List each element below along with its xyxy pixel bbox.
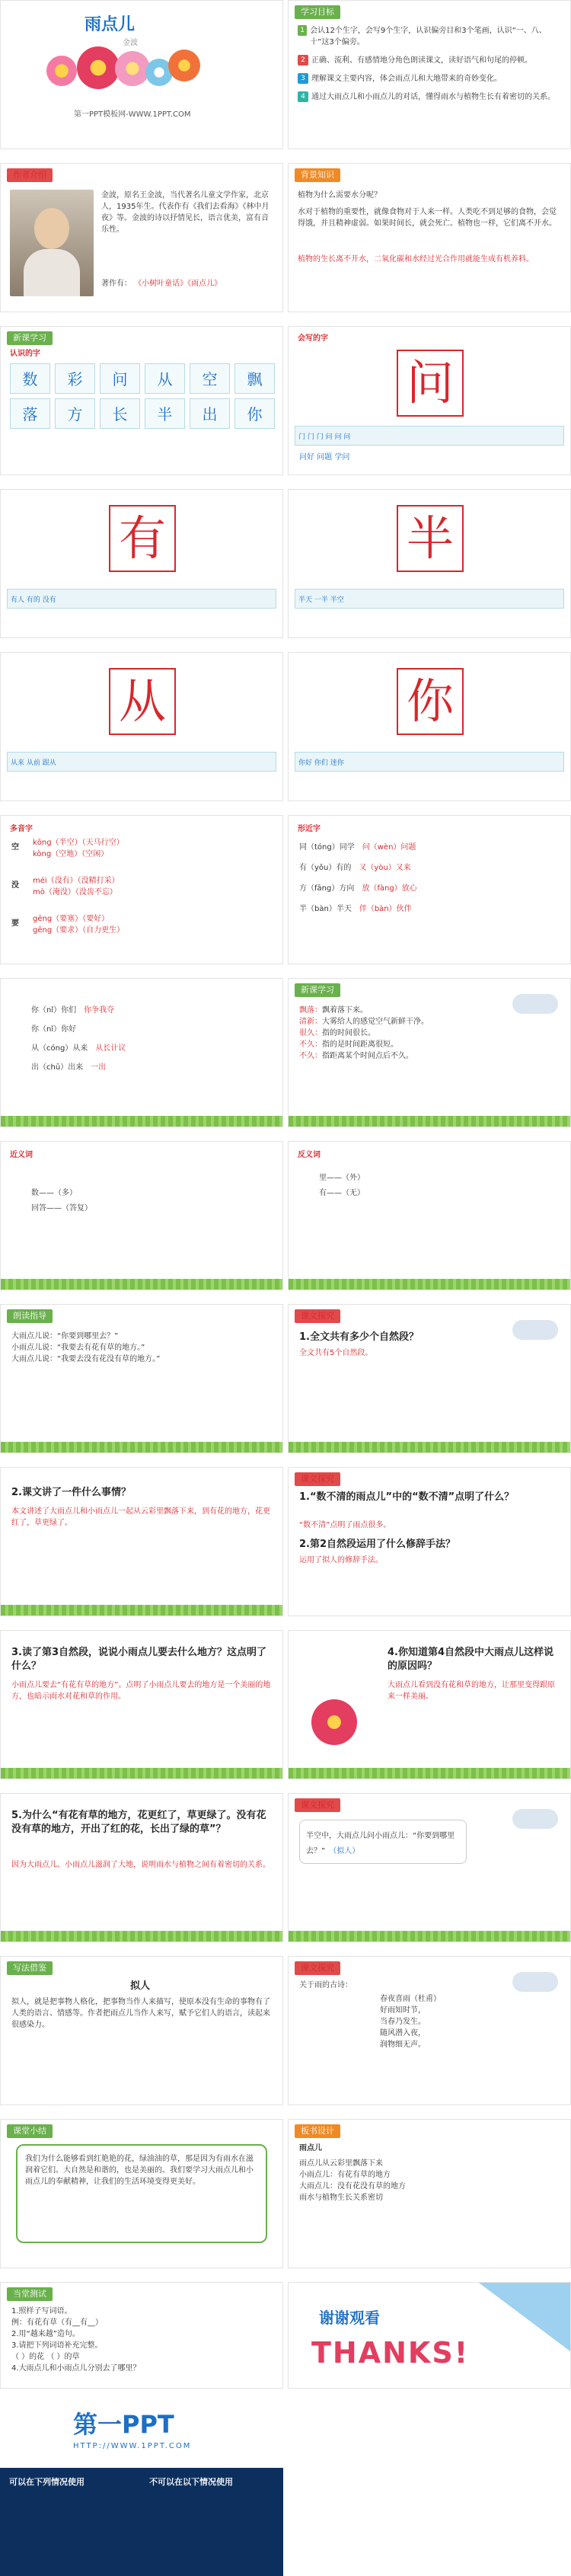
- char-cell: 半: [145, 398, 185, 429]
- pair-row: [299, 903, 417, 915]
- vocab-def: 飘着落下来。: [322, 1006, 368, 1015]
- pair-a: 有（yǒu）有的: [299, 864, 352, 872]
- vocab-row: [299, 1050, 517, 1062]
- quiz-line: 例：有花有草（有__有__）: [11, 2319, 103, 2327]
- char-cell: 飘: [234, 363, 275, 394]
- char-cell: 空: [190, 363, 230, 394]
- slide-recognize-chars[interactable]: [0, 326, 283, 475]
- footer-ad: [0, 2392, 283, 2576]
- word-examples: 从来 从前 跟从: [11, 759, 56, 767]
- logo-area: [0, 2392, 283, 2468]
- char-cell: 你: [234, 398, 275, 429]
- grass-decoration: [289, 1442, 570, 1453]
- objective-number: 1: [298, 25, 307, 36]
- vocab-term: 很久：: [299, 1029, 322, 1037]
- board-row: 雨水与植物生长关系密切: [299, 2194, 383, 2202]
- answer-text: 因为大雨点儿、小雨点儿滋润了大地，说明雨水与植物之间有着密切的关系。: [11, 1861, 270, 1869]
- section-subtitle: 会写的字: [298, 334, 328, 343]
- speech-bubble: [299, 1820, 467, 1864]
- pair-row: [299, 862, 417, 874]
- footer-left-heading: 可以在下列情况使用: [9, 2477, 85, 2487]
- vocab-term: 飘落：: [299, 1006, 322, 1015]
- slide-thanks[interactable]: [288, 2282, 571, 2389]
- slide-word-pairs[interactable]: [0, 978, 283, 1127]
- poem-line: 随风潜入夜，: [380, 2029, 426, 2037]
- polyphone-char: 要: [11, 919, 19, 928]
- poem-lines: [380, 1993, 441, 2050]
- avatar-icon: [34, 208, 69, 249]
- answer-text: 小雨点儿要去“有花有草的地方”。点明了小雨点儿要去的地方是一个美丽的地方，也暗示雨水对花和草的作用。: [11, 1681, 271, 1701]
- char-grid: [10, 363, 275, 429]
- objective-item: [298, 55, 563, 66]
- slide-cover[interactable]: [0, 0, 283, 149]
- polyphone-group: [11, 918, 19, 929]
- char-cell: 落: [10, 398, 50, 429]
- stroke-order: 门 门 门 问 问 问: [298, 433, 351, 441]
- objective-number: 3: [298, 73, 308, 84]
- objective-item: [298, 73, 563, 85]
- slide-tag: 课文探究: [295, 1961, 340, 1975]
- grass-decoration: [1, 1116, 282, 1127]
- grass-decoration: [1, 1279, 282, 1290]
- flower-icon: [115, 51, 150, 86]
- vocab-term: 不久：: [299, 1052, 322, 1060]
- polyphone-reading: méi（没有）（没精打采）: [33, 877, 120, 885]
- flower-icon: [311, 1699, 357, 1745]
- slide-quiz[interactable]: [0, 2282, 283, 2389]
- question-text: 2.第2自然段运用了什么修辞手法？: [299, 1539, 456, 1550]
- slide-tag: 当堂测试: [7, 2287, 53, 2301]
- stroke-strip: [7, 589, 276, 609]
- triangle-decoration: [479, 2283, 570, 2351]
- question-text: 1.全文共有多少个自然段？: [299, 1331, 419, 1343]
- char-cell: 出: [190, 398, 230, 429]
- slide-rhetoric[interactable]: [288, 1793, 571, 1942]
- pair-b: 伴（bàn）伙伴: [359, 905, 412, 913]
- polyphone-items: [33, 913, 124, 936]
- char-cell: 长: [100, 398, 140, 429]
- vocab-list: [299, 1005, 517, 1062]
- answer-text: 运用了拟人的修辞手法。: [299, 1556, 383, 1564]
- pair-list: [299, 842, 417, 915]
- pair-b: 放（fàng）放心: [362, 884, 417, 893]
- technique-text: 拟人，就是把事物人格化，把事物当作人来描写，使原本没有生命的事物有了人类的语言、情感等。作者把雨点儿当作人来写，赋予它们人的语言，读起来很感染力。: [11, 1998, 270, 2029]
- slide-tag: 新课学习: [7, 331, 53, 345]
- flower-icon: [168, 50, 200, 81]
- reading-lines: [11, 1331, 272, 1365]
- slide-tag: 朗读指导: [7, 1309, 53, 1323]
- slide-board-design[interactable]: [288, 2119, 571, 2268]
- char-cell: 彩: [55, 363, 95, 394]
- quiz-line: 4.大雨点儿和小雨点儿分别去了哪里？: [11, 2364, 141, 2373]
- flower-icon: [77, 46, 120, 89]
- slide-question-6[interactable]: [0, 1793, 283, 1942]
- section-subtitle: 形近字: [298, 825, 321, 833]
- big-character: 从: [109, 668, 176, 735]
- objective-list: [298, 25, 563, 103]
- slide-synonyms[interactable]: [0, 1141, 283, 1290]
- slide-writing-technique[interactable]: [0, 1956, 283, 2105]
- quiz-line: 3.请把下列词语补充完整。: [11, 2341, 103, 2350]
- slide-reading-guide[interactable]: [0, 1304, 283, 1453]
- stroke-strip: [7, 752, 276, 772]
- quiz-line: 2.用“越来越”造句。: [11, 2330, 80, 2338]
- vocab-def: 指距离某个时间点后不久。: [322, 1052, 413, 1060]
- char-cell: 方: [55, 398, 95, 429]
- section-subtitle: 近义词: [10, 1151, 33, 1159]
- pair-right: 从长计议: [95, 1044, 126, 1053]
- vocab-term: 清新：: [299, 1018, 322, 1026]
- thanks-title: 谢谢观看: [319, 2309, 380, 2327]
- poem-heading: 关于雨的古诗：: [299, 1981, 352, 1990]
- slide-tag: 学习目标: [295, 5, 340, 19]
- question-text: 5.为什么“有花有草的地方，花更红了，草更绿了。没有花没有草的地方，开出了红的花，长出了绿的草”？: [11, 1810, 266, 1835]
- answer-text: 全文共有5个自然段。: [299, 1349, 373, 1357]
- antonym-line: 里——（外）: [319, 1174, 365, 1182]
- background-question: 植物为什么需要水分呢？: [298, 191, 381, 200]
- objective-text: 通过大雨点儿和小雨点儿的对话，懂得雨水与植物生长有着密切的关系。: [311, 93, 555, 101]
- slide-tag: 课文探究: [295, 1472, 340, 1486]
- big-character: 你: [397, 668, 464, 735]
- vocab-def: 大雾给人的感觉空气新鲜干净。: [322, 1018, 429, 1026]
- poem-line: 春夜喜雨（杜甫）: [380, 1995, 441, 2003]
- stroke-strip: [295, 752, 564, 772]
- synonym-line: 数——（多）: [31, 1189, 77, 1197]
- objective-text: 正确、流利、有感情地分角色朗读课文，读好语气和句尾的停顿。: [311, 56, 532, 65]
- objective-item: [298, 91, 563, 103]
- brand-text: 第一PPT模板网-WWW.1PPT.COM: [74, 110, 191, 119]
- question-text: 2.课文讲了一件什么事情？: [11, 1487, 131, 1498]
- polyphone-group: [11, 880, 19, 891]
- cloud-icon: [512, 994, 558, 1014]
- cloud-icon: [512, 1320, 558, 1340]
- big-character: 半: [397, 505, 464, 572]
- char-cell: 从: [145, 363, 185, 394]
- pair-left: 你（nǐ）你们: [31, 1006, 77, 1015]
- grass-decoration: [1, 1605, 282, 1616]
- pair-right: 一出: [91, 1063, 107, 1072]
- pair-left: 从（cóng）从来: [31, 1044, 88, 1053]
- polyphone-items: [33, 837, 124, 860]
- section-subtitle: 反义词: [298, 1151, 321, 1159]
- pair-a: 方（fāng）方向: [299, 884, 355, 893]
- vocab-row: [299, 1016, 517, 1028]
- poem-line: 当春乃发生。: [380, 2018, 426, 2026]
- slide-question-1[interactable]: [288, 1304, 571, 1453]
- grass-decoration: [289, 1931, 570, 1942]
- quiz-line: （ ）的花 （ ）的草: [11, 2353, 80, 2361]
- cloud-icon: [512, 1972, 558, 1992]
- slide-tag: 课堂小结: [7, 2124, 53, 2138]
- board-title: 雨点儿: [299, 2144, 322, 2153]
- flower-icon: [46, 56, 77, 86]
- slide-polyphones[interactable]: [0, 815, 283, 964]
- vocab-row: [299, 1005, 517, 1016]
- polyphone-items: [33, 875, 120, 898]
- slide-author: 金波: [123, 39, 138, 47]
- section-subtitle: 多音字: [10, 825, 33, 833]
- objective-item: [298, 25, 563, 48]
- slide-write-char-ni[interactable]: [288, 652, 571, 801]
- section-subtitle: 认识的字: [10, 350, 40, 358]
- objective-number: 4: [298, 91, 308, 102]
- bubble-note: （拟人）: [329, 1847, 360, 1855]
- cloud-icon: [512, 1809, 558, 1829]
- objective-text: 会认12个生字，会写9个生字，认识偏旁目和3个笔画，认识“一、八、十”这3个偏旁。: [310, 27, 547, 46]
- grass-decoration: [289, 1279, 570, 1290]
- slide-objectives[interactable]: [288, 0, 571, 149]
- reading-line: 大雨点儿说：“你要到哪里去？”: [11, 1332, 119, 1341]
- answer-text: 本文讲述了大雨点儿和小雨点儿一起从云彩里飘落下来，到有花的地方，花更红了，草更绿了。: [11, 1507, 270, 1527]
- grass-decoration: [1, 1768, 282, 1779]
- works-list: 《小树叶童话》《雨点儿》: [134, 280, 222, 288]
- pair-row: [31, 1005, 126, 1016]
- polyphone-group: [11, 842, 19, 853]
- brand-url: HTTP://WWW.1PPT.COM: [73, 2442, 192, 2450]
- pair-b: 又（yòu）又来: [359, 864, 411, 872]
- pair-row: [31, 1024, 126, 1035]
- vocab-row: [299, 1039, 517, 1050]
- polyphone-char: 空: [11, 843, 19, 852]
- pair-row: [299, 842, 417, 853]
- pair-right: 你争我夺: [84, 1006, 115, 1015]
- slide-background[interactable]: [288, 163, 571, 312]
- slide-tag: 课文探究: [295, 1798, 340, 1812]
- pair-a: 同（tóng）同学: [299, 843, 355, 852]
- slide-write-char-cong[interactable]: [0, 652, 283, 801]
- slide-tag: 课文探究: [295, 1309, 340, 1323]
- author-works: [101, 278, 275, 289]
- stroke-strip: [295, 426, 564, 446]
- polyphone-char: 没: [11, 881, 19, 890]
- big-character: 有: [109, 505, 176, 572]
- polyphone-reading: gēng（要塞）（要好）: [33, 915, 110, 923]
- reading-line: 大雨点儿说：“我要去没有花没有草的地方。”: [11, 1355, 161, 1363]
- answer-text: “数不清”点明了雨点很多。: [299, 1521, 391, 1529]
- slide-question-4[interactable]: [0, 1630, 283, 1779]
- stroke-strip: [295, 589, 564, 609]
- background-highlight: 植物的生长离不开水，二氧化碳和水经过光合作用就能生成有机养料。: [298, 255, 534, 264]
- synonym-line: 回答——（答复）: [31, 1204, 92, 1213]
- pair-left: 你（nǐ）你好: [31, 1025, 77, 1034]
- char-cell: 问: [100, 363, 140, 394]
- brand-logo: 第一PPT: [73, 2410, 174, 2439]
- quiz-lines: [11, 2306, 272, 2374]
- vocab-row: [299, 1028, 517, 1039]
- slide-question-2[interactable]: [0, 1467, 283, 1616]
- grass-decoration: [1, 1931, 282, 1942]
- slide-title: 雨点儿: [85, 15, 136, 34]
- grass-decoration: [289, 1116, 570, 1127]
- slide-write-char-wen[interactable]: [288, 326, 571, 475]
- char-cell: 数: [10, 363, 50, 394]
- word-examples: 你好 你们 迷你: [298, 759, 344, 767]
- pair-row: [31, 1043, 126, 1054]
- polyphone-reading: kòng（空地）（空闲）: [33, 850, 109, 858]
- pair-b: 问（wèn）问题: [362, 843, 416, 852]
- pair-list: [31, 1005, 126, 1073]
- pair-row: [299, 883, 417, 894]
- slide-write-char-ban[interactable]: [288, 489, 571, 638]
- answer-text: 大雨点儿看到没有花和草的地方，让那里变得跟原来一样美丽。: [388, 1681, 555, 1701]
- background-text: 水对于植物的重要性，就像食物对于人来一样。人类吃不到足够的食物，会觉得饿，并且精神虚弱。如果时间长，就会死亡。植物也一样，它们离不开水。: [298, 208, 557, 228]
- technique-title: 拟人: [130, 1980, 151, 1992]
- slide-question-5[interactable]: [288, 1630, 571, 1779]
- antonym-line: 有——（无）: [319, 1189, 365, 1197]
- word-examples: 问好 问题 学问: [299, 453, 350, 462]
- slide-poem[interactable]: [288, 1956, 571, 2105]
- slide-question-3[interactable]: [288, 1467, 571, 1616]
- bubble-text: 半空中，大雨点儿问小雨点儿：“你要到哪里去？”: [306, 1832, 455, 1855]
- slide-tag: 新课学习: [295, 983, 340, 997]
- question-text: 1.“数不清的雨点儿”中的“数不清”点明了什么？: [299, 1491, 515, 1503]
- poem-line: 润物细无声。: [380, 2041, 426, 2049]
- quiz-line: 1.照样子写词语。: [11, 2307, 72, 2316]
- vocab-term: 不久：: [299, 1040, 322, 1049]
- board-row: 大雨点儿：没有花没有草的地方: [299, 2182, 406, 2191]
- board-row: 小雨点儿：有花有草的地方: [299, 2171, 391, 2179]
- slide-antonyms[interactable]: [288, 1141, 571, 1290]
- summary-box: [16, 2144, 267, 2243]
- slide-summary[interactable]: [0, 2119, 283, 2268]
- polyphone-reading: gēng（要求）（自力更生）: [33, 926, 125, 935]
- word-examples: 有人 有的 没有: [11, 596, 56, 604]
- board-rows: [299, 2158, 406, 2204]
- board-row: 雨点儿从云彩里飘落下来: [299, 2159, 383, 2168]
- question-text: 3.读了第3自然段，说说小雨点儿要去什么地方？这点明了什么？: [11, 1647, 267, 1672]
- pair-a: 半（bàn）半天: [299, 905, 352, 913]
- objective-text: 理解课文主要内容，体会雨点儿和大地带来的奇妙变化。: [311, 75, 502, 83]
- pair-left: 出（chū）出来: [31, 1063, 84, 1072]
- slide-tag: 板书设计: [295, 2124, 340, 2138]
- slide-vocabulary[interactable]: [288, 978, 571, 1127]
- author-photo: [10, 190, 94, 296]
- slide-tag: 背景知识: [295, 168, 340, 182]
- vocab-def: 指的时间很长。: [322, 1029, 375, 1037]
- summary-text: 我们为什么能够看到红艳艳的花，绿油油的草，那是因为有雨水在滋润着它们。大自然是和谐的，也是美丽的。我们要学习大雨点儿和小雨点儿的奉献精神，让我们的生活环境变得更美好。: [25, 2155, 254, 2186]
- question-text: 4.你知道第4自然段中大雨点儿这样说的原因吗？: [388, 1647, 554, 1672]
- avatar-body: [24, 249, 80, 296]
- objective-number: 2: [298, 55, 308, 66]
- pair-row: [31, 1062, 126, 1073]
- reading-line: 小雨点儿说：“我要去有花有草的地方。”: [11, 1344, 145, 1352]
- poem-line: 好雨知时节，: [380, 2006, 426, 2015]
- big-character: 问: [397, 350, 464, 417]
- slide-write-char-you[interactable]: [0, 489, 283, 638]
- grass-decoration: [1, 1442, 282, 1453]
- footer-right-heading: 不可以在以下情况使用: [149, 2477, 233, 2487]
- author-text: 金波，原名王金波，当代著名儿童文学作家，北京人，1935年生。代表作有《我们去看海》《林中月夜》等。金波的诗以抒情见长，语言优美，富有音乐性。: [101, 191, 270, 234]
- grass-decoration: [289, 1768, 570, 1779]
- polyphone-reading: mò（淹没）（没齿不忘）: [33, 888, 117, 896]
- vocab-def: 指的是时间距离很短。: [322, 1040, 398, 1049]
- slide-tag: 作者介绍: [7, 168, 53, 182]
- slide-author-intro[interactable]: [0, 163, 283, 312]
- works-label: 著作有：: [101, 280, 132, 288]
- thanks-banner: THANKS!: [311, 2336, 470, 2370]
- word-examples: 半天 一半 半空: [298, 596, 344, 604]
- polyphone-reading: kōng（半空）（天马行空）: [33, 839, 124, 847]
- slide-tag: 写法借鉴: [7, 1961, 53, 1975]
- slide-similar-chars[interactable]: [288, 815, 571, 964]
